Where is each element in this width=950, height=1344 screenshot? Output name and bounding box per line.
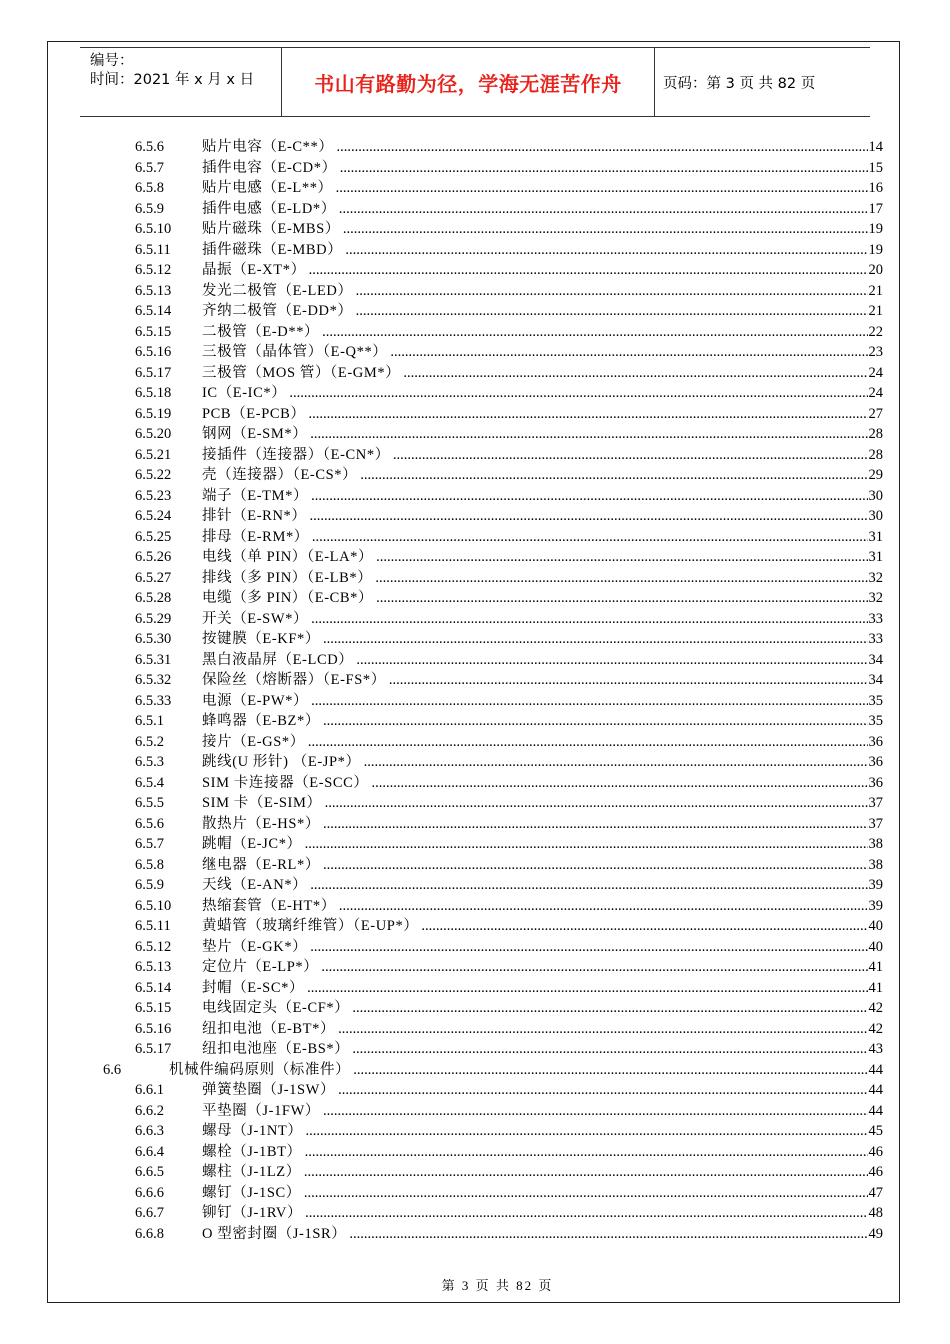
toc-entry-page: 16 bbox=[868, 180, 883, 196]
toc-entry-title: 插件电感（E-LD*） bbox=[202, 200, 336, 217]
toc-entry-number: 6.5.32 bbox=[135, 672, 172, 688]
toc-entry-page: 29 bbox=[868, 467, 883, 483]
toc-entry-title: 电线固定头（E-CF*） bbox=[202, 1000, 350, 1016]
toc-entry-title: 电源（E-PW*） bbox=[202, 692, 309, 709]
toc-entry-page: 20 bbox=[868, 262, 883, 278]
toc-entry-page: 14 bbox=[868, 139, 883, 155]
toc-entry[interactable] bbox=[100, 773, 883, 794]
toc-entry-title: 平垫圈（J-1FW） bbox=[202, 1102, 320, 1119]
toc-entry-page: 36 bbox=[868, 733, 883, 750]
toc-entry-page: 38 bbox=[868, 836, 883, 852]
toc-dot-leader bbox=[311, 609, 867, 630]
toc-dot-leader bbox=[308, 732, 868, 753]
toc-entry-number: 6.5.5 bbox=[135, 795, 164, 811]
toc-dot-leader bbox=[322, 322, 867, 343]
toc-entry[interactable] bbox=[100, 609, 883, 630]
toc-entry-number: 6.5.7 bbox=[135, 836, 164, 852]
toc-dot-leader bbox=[311, 486, 867, 507]
toc-entry-title: 螺钉（J-1SC） bbox=[202, 1184, 301, 1201]
toc-entry-title: 铆钉（J-1RV） bbox=[202, 1205, 303, 1221]
toc-entry[interactable] bbox=[100, 527, 883, 548]
toc-dot-leader bbox=[323, 711, 868, 732]
toc-entry-title: 保险丝（熔断器）（E-FS*） bbox=[202, 672, 386, 688]
toc-entry-number: 6.5.28 bbox=[135, 590, 172, 606]
toc-dot-leader bbox=[343, 219, 868, 240]
toc-entry-number: 6.5.10 bbox=[135, 897, 172, 914]
page-header bbox=[80, 47, 870, 117]
toc-entry-page: 36 bbox=[868, 774, 883, 791]
toc-entry-title: 天线（E-AN*） bbox=[202, 877, 308, 893]
toc-entry-page: 24 bbox=[868, 385, 883, 401]
toc-entry[interactable] bbox=[100, 547, 883, 568]
toc-entry-title: 电线（单 PIN）（E-LA*） bbox=[202, 549, 374, 565]
toc-entry[interactable] bbox=[100, 404, 883, 425]
toc-entry[interactable] bbox=[100, 650, 883, 671]
toc-dot-leader bbox=[356, 650, 867, 671]
toc-entry-title: 纽扣电池（E-BT*） bbox=[202, 1020, 336, 1037]
toc-entry-number: 6.5.9 bbox=[135, 200, 164, 217]
toc-entry-page: 21 bbox=[868, 303, 883, 319]
toc-entry[interactable] bbox=[100, 383, 883, 404]
toc-entry[interactable] bbox=[100, 957, 883, 978]
toc-entry-page: 19 bbox=[868, 241, 883, 258]
toc-entry-number: 6.5.8 bbox=[135, 180, 164, 196]
toc-entry-number: 6.6.4 bbox=[135, 1143, 164, 1160]
toc-entry-page: 41 bbox=[868, 979, 883, 996]
toc-dot-leader bbox=[323, 1101, 868, 1122]
toc-entry-number: 6.5.33 bbox=[135, 692, 172, 709]
toc-entry[interactable] bbox=[100, 691, 883, 712]
toc-dot-leader bbox=[421, 916, 867, 937]
toc-entry-title: 螺柱（J-1LZ） bbox=[202, 1164, 301, 1180]
toc-entry[interactable] bbox=[100, 1019, 883, 1040]
toc-dot-leader bbox=[345, 240, 867, 261]
toc-entry-page: 45 bbox=[868, 1123, 883, 1139]
toc-entry[interactable] bbox=[100, 158, 883, 179]
toc-entry-number: 6.6.5 bbox=[135, 1164, 164, 1180]
toc-dot-leader bbox=[309, 506, 867, 527]
toc-entry-page: 39 bbox=[868, 877, 883, 893]
toc-entry-page: 30 bbox=[868, 487, 883, 504]
toc-entry-page: 42 bbox=[868, 1000, 883, 1016]
toc-entry-number: 6.5.20 bbox=[135, 426, 172, 442]
toc-entry-number: 6.5.24 bbox=[135, 508, 172, 524]
toc-entry-number: 6.5.26 bbox=[135, 549, 172, 565]
toc-entry-title: 排针（E-RN*） bbox=[202, 508, 307, 524]
toc-entry-number: 6.5.3 bbox=[135, 754, 164, 770]
toc-entry-title: 三极管（MOS 管）（E-GM*） bbox=[202, 364, 401, 381]
header-motto: 书山有路勤为径，学海无涯苦作舟 bbox=[281, 48, 655, 116]
toc-dot-leader bbox=[305, 1121, 867, 1142]
toc-dot-leader bbox=[356, 281, 868, 302]
toc-dot-leader bbox=[304, 1162, 868, 1183]
toc-entry-title: 热缩套管（E-HT*） bbox=[202, 897, 336, 914]
toc-dot-leader bbox=[393, 445, 868, 466]
toc-entry[interactable] bbox=[100, 568, 883, 589]
toc-entry-title: 插件电容（E-CD*） bbox=[202, 159, 337, 176]
toc-entry[interactable] bbox=[100, 1183, 883, 1204]
toc-entry[interactable] bbox=[100, 629, 883, 650]
toc-entry-number: 6.5.6 bbox=[135, 815, 164, 832]
toc-entry[interactable] bbox=[100, 342, 883, 363]
toc-entry-number: 6.5.25 bbox=[135, 528, 172, 545]
toc-entry-number: 6.5.6 bbox=[135, 139, 164, 155]
toc-entry-page: 24 bbox=[868, 364, 883, 381]
toc-entry-page: 41 bbox=[868, 959, 883, 975]
toc-dot-leader bbox=[310, 937, 867, 958]
toc-entry-number: 6.6 bbox=[103, 1061, 122, 1078]
toc-entry-number: 6.5.23 bbox=[135, 487, 172, 504]
toc-dot-leader bbox=[311, 691, 867, 712]
toc-entry-page: 43 bbox=[868, 1041, 883, 1057]
toc-entry-title: 晶振（E-XT*） bbox=[202, 262, 306, 278]
toc-entry-title: 发光二极管（E-LED） bbox=[202, 282, 353, 299]
toc-entry-page: 17 bbox=[868, 200, 883, 217]
toc-entry-title: 封帽（E-SC*） bbox=[202, 979, 305, 996]
toc-dot-leader bbox=[353, 1060, 867, 1081]
toc-entry[interactable] bbox=[100, 281, 883, 302]
toc-entry-number: 6.5.16 bbox=[135, 344, 172, 360]
toc-entry-page: 33 bbox=[868, 631, 883, 647]
toc-entry-number: 6.5.22 bbox=[135, 467, 172, 483]
toc-entry-number: 6.5.12 bbox=[135, 262, 172, 278]
toc-entry-title: IC（E-IC*） bbox=[202, 385, 287, 401]
toc-dot-leader bbox=[336, 178, 868, 199]
toc-dot-leader bbox=[349, 1224, 867, 1245]
toc-dot-leader bbox=[352, 998, 867, 1019]
header-page-info: 页码：第 3 页 共 82 页 bbox=[663, 75, 816, 92]
toc-entry-page: 22 bbox=[868, 323, 883, 340]
toc-entry-title: 插件磁珠（E-MBD） bbox=[202, 241, 343, 258]
toc-entry-number: 6.5.15 bbox=[135, 323, 172, 340]
toc-entry-title: 弹簧垫圈（J-1SW） bbox=[202, 1082, 336, 1098]
toc-entry-number: 6.5.14 bbox=[135, 979, 172, 996]
toc-dot-leader bbox=[336, 137, 867, 158]
toc-entry-number: 6.5.4 bbox=[135, 774, 164, 791]
toc-entry[interactable] bbox=[100, 219, 883, 240]
toc-entry[interactable] bbox=[100, 670, 883, 691]
toc-entry-number: 6.6.8 bbox=[135, 1225, 164, 1242]
toc-entry-title: 继电器（E-RL*） bbox=[202, 856, 320, 873]
toc-entry-page: 44 bbox=[868, 1082, 883, 1098]
toc-entry-page: 36 bbox=[868, 754, 883, 770]
page-footer: 第 3 页 共 82 页 bbox=[441, 1278, 554, 1293]
toc-entry-title: 机械件编码原则（标准件） bbox=[169, 1061, 351, 1078]
toc-entry-page: 27 bbox=[868, 405, 883, 422]
toc-entry[interactable] bbox=[100, 834, 883, 855]
toc-entry-page: 47 bbox=[868, 1184, 883, 1201]
toc-entry[interactable] bbox=[100, 1101, 883, 1122]
toc-entry-number: 6.5.15 bbox=[135, 1000, 172, 1016]
toc-entry-title: 垫片（E-GK*） bbox=[202, 938, 308, 955]
toc-dot-leader bbox=[305, 1142, 868, 1163]
toc-entry-page: 23 bbox=[868, 344, 883, 360]
toc-entry-page: 19 bbox=[868, 221, 883, 237]
toc-entry-page: 38 bbox=[868, 856, 883, 873]
toc-entry-page: 35 bbox=[868, 692, 883, 709]
toc-entry[interactable] bbox=[100, 998, 883, 1019]
toc-entry-title: 壳（连接器）（E-CS*） bbox=[202, 467, 358, 483]
toc-entry-title: 跳线(U 形针) （E-JP*） bbox=[202, 754, 361, 770]
toc-entry[interactable] bbox=[100, 1060, 883, 1081]
toc-entry-number: 6.5.11 bbox=[135, 241, 171, 258]
toc-entry[interactable] bbox=[100, 240, 883, 261]
toc-entry-title: 三极管（晶体管）（E-Q**） bbox=[202, 344, 388, 360]
toc-entry-page: 40 bbox=[868, 938, 883, 955]
toc-entry[interactable] bbox=[100, 465, 883, 486]
toc-entry[interactable] bbox=[100, 1203, 883, 1224]
toc-entry-title: 二极管（E-D**） bbox=[202, 323, 320, 340]
toc-entry[interactable] bbox=[100, 916, 883, 937]
toc-entry-title: 端子（E-TM*） bbox=[202, 487, 309, 504]
toc-entry-title: SIM 卡（E-SIM） bbox=[202, 795, 322, 811]
toc-entry-page: 32 bbox=[868, 590, 883, 606]
toc-entry-title: O 型密封圈（J-1SR） bbox=[202, 1225, 347, 1242]
toc-dot-leader bbox=[312, 527, 868, 548]
toc-entry-number: 6.6.1 bbox=[135, 1082, 164, 1098]
toc-entry-title: 接片（E-GS*） bbox=[202, 733, 305, 750]
toc-entry-page: 46 bbox=[868, 1164, 883, 1180]
toc-entry-number: 6.5.16 bbox=[135, 1020, 172, 1037]
toc-entry-title: 贴片电容（E-C**） bbox=[202, 139, 334, 155]
toc-entry[interactable] bbox=[100, 506, 883, 527]
toc-entry-title: 跳帽（E-JC*） bbox=[202, 836, 302, 852]
toc-entry[interactable] bbox=[100, 424, 883, 445]
toc-entry[interactable] bbox=[100, 322, 883, 343]
toc-entry-number: 6.6.2 bbox=[135, 1102, 164, 1119]
toc-entry[interactable] bbox=[100, 732, 883, 753]
toc-entry[interactable] bbox=[100, 793, 883, 814]
toc-entry-page: 35 bbox=[868, 713, 883, 729]
toc-entry-page: 15 bbox=[868, 159, 883, 176]
toc-entry-number: 6.5.17 bbox=[135, 1041, 172, 1057]
toc-entry-page: 44 bbox=[868, 1061, 883, 1078]
toc-entry-page: 49 bbox=[868, 1225, 883, 1242]
toc-dot-leader bbox=[360, 465, 867, 486]
toc-entry[interactable] bbox=[100, 1039, 883, 1060]
toc-entry-title: 蜂鸣器（E-BZ*） bbox=[202, 713, 320, 729]
toc-entry-page: 34 bbox=[868, 672, 883, 688]
toc-dot-leader bbox=[372, 773, 868, 794]
toc-entry[interactable] bbox=[100, 260, 883, 281]
toc-entry-title: 贴片磁珠（E-MBS） bbox=[202, 221, 340, 237]
toc-entry[interactable] bbox=[100, 1080, 883, 1101]
toc-entry-number: 6.6.6 bbox=[135, 1184, 164, 1201]
toc-dot-leader bbox=[338, 1019, 867, 1040]
toc-entry[interactable] bbox=[100, 937, 883, 958]
toc-entry-title: 排线（多 PIN）（E-LB*） bbox=[202, 569, 373, 586]
toc-entry-title: 接插件（连接器）（E-CN*） bbox=[202, 446, 390, 463]
toc-entry-page: 46 bbox=[868, 1143, 883, 1160]
toc-entry-number: 6.5.17 bbox=[135, 364, 172, 381]
toc-dot-leader bbox=[375, 568, 867, 589]
toc-dot-leader bbox=[307, 978, 867, 999]
toc-entry-page: 32 bbox=[868, 569, 883, 586]
toc-entry[interactable] bbox=[100, 711, 883, 732]
toc-dot-leader bbox=[323, 814, 868, 835]
toc-entry[interactable] bbox=[100, 875, 883, 896]
toc-dot-leader bbox=[325, 793, 868, 814]
toc-entry-number: 6.5.8 bbox=[135, 856, 164, 873]
toc-entry[interactable] bbox=[100, 1224, 883, 1245]
toc-entry-number: 6.5.21 bbox=[135, 446, 172, 463]
toc-entry-title: 定位片（E-LP*） bbox=[202, 959, 319, 975]
toc-entry-number: 6.6.7 bbox=[135, 1205, 164, 1221]
toc-entry-page: 30 bbox=[868, 508, 883, 524]
toc-entry-title: SIM 卡连接器（E-SCC） bbox=[202, 774, 369, 791]
toc-dot-leader bbox=[304, 1183, 868, 1204]
toc-entry-title: 排母（E-RM*） bbox=[202, 528, 309, 545]
toc-entry-page: 37 bbox=[868, 795, 883, 811]
toc-dot-leader bbox=[309, 260, 868, 281]
toc-entry-number: 6.5.18 bbox=[135, 385, 172, 401]
toc-entry-title: 散热片（E-HS*） bbox=[202, 815, 320, 832]
toc-dot-leader bbox=[339, 896, 868, 917]
toc-entry[interactable] bbox=[100, 363, 883, 384]
toc-dot-leader bbox=[390, 342, 867, 363]
toc-entry-page: 28 bbox=[868, 426, 883, 442]
toc-dot-leader bbox=[289, 383, 867, 404]
toc-dot-leader bbox=[356, 301, 868, 322]
toc-entry-number: 6.5.13 bbox=[135, 282, 172, 299]
toc-entry[interactable] bbox=[100, 814, 883, 835]
toc-dot-leader bbox=[310, 875, 867, 896]
toc-dot-leader bbox=[305, 834, 868, 855]
toc-entry-number: 6.5.14 bbox=[135, 303, 172, 319]
toc-entry[interactable] bbox=[100, 752, 883, 773]
toc-entry-number: 6.5.13 bbox=[135, 959, 172, 975]
toc-entry-title: 纽扣电池座（E-BS*） bbox=[202, 1041, 350, 1057]
toc-entry[interactable] bbox=[100, 896, 883, 917]
toc-entry-page: 31 bbox=[868, 549, 883, 565]
toc-entry-page: 34 bbox=[868, 651, 883, 668]
toc-dot-leader bbox=[321, 957, 867, 978]
toc-entry[interactable] bbox=[100, 486, 883, 507]
toc-dot-leader bbox=[305, 1203, 867, 1224]
toc-entry-number: 6.5.2 bbox=[135, 733, 164, 750]
toc-entry[interactable] bbox=[100, 445, 883, 466]
toc-entry[interactable] bbox=[100, 855, 883, 876]
toc-dot-leader bbox=[310, 424, 867, 445]
toc-dot-leader bbox=[339, 199, 868, 220]
toc-entry-page: 44 bbox=[868, 1102, 883, 1119]
toc-dot-leader bbox=[376, 588, 867, 609]
toc-dot-leader bbox=[323, 855, 868, 876]
toc-entry-number: 6.5.27 bbox=[135, 569, 172, 586]
toc-entry-number: 6.5.7 bbox=[135, 159, 164, 176]
toc-entry-number: 6.6.3 bbox=[135, 1123, 164, 1139]
header-meta bbox=[80, 48, 281, 116]
toc-entry[interactable] bbox=[100, 137, 883, 158]
toc-entry-number: 6.5.10 bbox=[135, 221, 172, 237]
toc-entry-title: 螺栓（J-1BT） bbox=[202, 1143, 302, 1160]
toc-entry-number: 6.5.9 bbox=[135, 877, 164, 893]
toc-entry-page: 40 bbox=[868, 918, 883, 934]
toc-entry[interactable] bbox=[100, 199, 883, 220]
toc-entry-number: 6.5.12 bbox=[135, 938, 172, 955]
toc-entry-title: 按键膜（E-KF*） bbox=[202, 631, 320, 647]
document-date: 时间：2021 年 x 月 x 日 bbox=[90, 72, 255, 88]
toc-dot-leader bbox=[376, 547, 867, 568]
table-of-contents bbox=[100, 137, 883, 1244]
toc-entry-page: 31 bbox=[868, 528, 883, 545]
toc-entry-page: 42 bbox=[868, 1020, 883, 1037]
toc-entry-page: 21 bbox=[868, 282, 883, 299]
toc-entry-title: 螺母（J-1NT） bbox=[202, 1123, 303, 1139]
toc-entry-title: 贴片电感（E-L**） bbox=[202, 180, 333, 196]
toc-dot-leader bbox=[352, 1039, 867, 1060]
toc-dot-leader bbox=[340, 158, 868, 179]
toc-entry-title: 电缆（多 PIN）（E-CB*） bbox=[202, 590, 374, 606]
toc-entry-page: 37 bbox=[868, 815, 883, 832]
toc-entry-title: 黄蜡管（玻璃纤维管）（E-UP*） bbox=[202, 918, 419, 934]
toc-dot-leader bbox=[403, 363, 867, 384]
document-code-label: 编号： bbox=[90, 53, 134, 69]
toc-entry[interactable] bbox=[100, 1162, 883, 1183]
toc-dot-leader bbox=[309, 404, 868, 425]
toc-entry-number: 6.5.11 bbox=[135, 918, 171, 934]
toc-entry-title: PCB（E-PCB） bbox=[202, 405, 306, 422]
toc-dot-leader bbox=[338, 1080, 867, 1101]
toc-entry-number: 6.5.30 bbox=[135, 631, 172, 647]
toc-entry[interactable] bbox=[100, 178, 883, 199]
toc-entry-number: 6.5.19 bbox=[135, 405, 172, 422]
toc-entry-title: 黑白液晶屏（E-LCD） bbox=[202, 651, 354, 668]
toc-entry-page: 39 bbox=[868, 897, 883, 914]
toc-entry-number: 6.5.29 bbox=[135, 610, 172, 627]
toc-entry[interactable] bbox=[100, 1142, 883, 1163]
toc-entry-title: 钢网（E-SM*） bbox=[202, 426, 308, 442]
toc-dot-leader bbox=[389, 670, 868, 691]
toc-entry[interactable] bbox=[100, 301, 883, 322]
toc-entry[interactable] bbox=[100, 1121, 883, 1142]
toc-entry-number: 6.5.1 bbox=[135, 713, 164, 729]
toc-dot-leader bbox=[364, 752, 868, 773]
toc-entry[interactable] bbox=[100, 978, 883, 999]
toc-dot-leader bbox=[323, 629, 868, 650]
toc-entry-page: 48 bbox=[868, 1205, 883, 1221]
toc-entry[interactable] bbox=[100, 588, 883, 609]
toc-entry-title: 开关（E-SW*） bbox=[202, 610, 309, 627]
toc-entry-page: 33 bbox=[868, 610, 883, 627]
toc-entry-page: 28 bbox=[868, 446, 883, 463]
toc-entry-number: 6.5.31 bbox=[135, 651, 172, 668]
toc-entry-title: 齐纳二极管（E-DD*） bbox=[202, 303, 353, 319]
